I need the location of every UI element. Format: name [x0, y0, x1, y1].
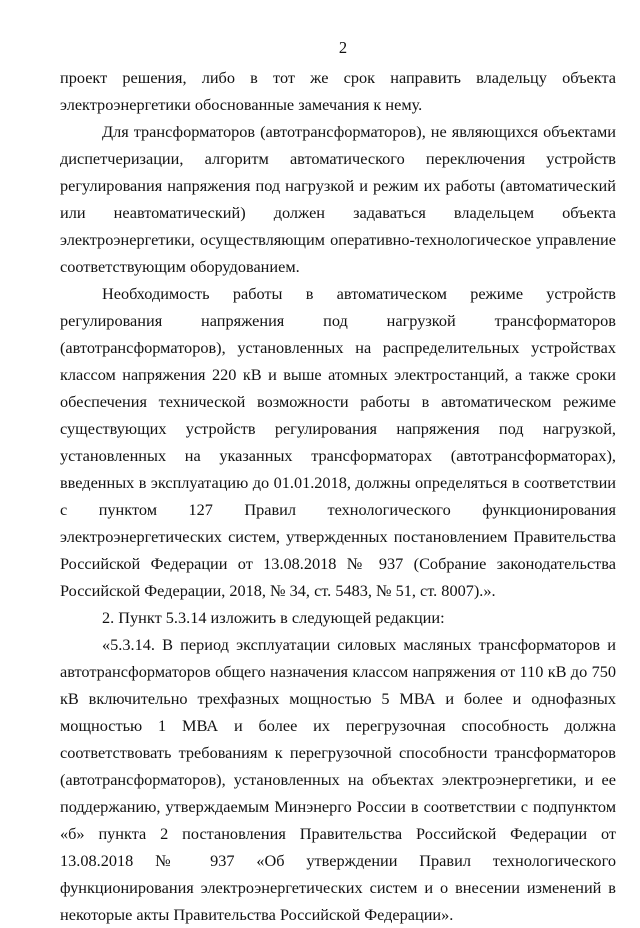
paragraph-continuation: проект решения, либо в тот же срок направить владельцу объекта электроэнергетики обоснованные замечания к нему. [60, 68, 616, 114]
paragraph-clause-5-3-14: «5.3.14. В период эксплуатации силовых масляных трансформаторов и автотрансформаторов общего назначения классом напряжения от 110 кВ до 750 кВ включительно трехфазных мощностью 5 МВА и более и однофазных мощностью 1 МВА и более их перегрузочная способность должна соответствовать требованиям к перегрузочной способности трансформаторов (автотрансформаторов), установленных на объектах электроэнергетики, и ее поддержанию, утверждаемым Минэнерго России в соответствии с подпунктом «б» пункта 2 постановления Правительства Российской Федерации от 13.08.2018 № 937 «Об утверждении Правил технологического функционирования электроэнергетических систем и о внесении изменений в некоторые акты Правительства Российской Федерации». [60, 635, 616, 924]
page-number: 2 [338, 38, 348, 57]
paragraph-item-2: 2. Пункт 5.3.14 изложить в следующей редакции: [102, 608, 445, 627]
paragraph-automatic-mode-necessity: Необходимость работы в автоматическом режиме устройств регулирования напряжения под нагрузкой трансформаторов (автотрансформаторов), установленных на распределительных устройствах классом напряжения 220 кВ и выше атомных электростанций, а также сроки обеспечения технической возможности работы в автоматическом режиме существующих устройств регулирования напряжения под нагрузкой, установленных на указанных трансформаторах (автотрансформаторах), введенных в эксплуатацию до 01.01.2018, должны определяться в соответствии с пунктом 127 Правил технологического функционирования электроэнергетических систем, утвержденных постановлением Правительства Российской Федерации от 13.08.2018 № 937 (Собрание законодательства Российской Федерации, 2018, № 34, ст. 5483, № 51, ст. 8007).». [60, 284, 616, 600]
paragraph-transformers-non-dispatch: Для трансформаторов (автотрансформаторов), не являющихся объектами диспетчеризации, алгоритм автоматического переключения устройств регулирования напряжения под нагрузкой и режим их работы (автоматический или неавтоматический) должен задаваться владельцем объекта электроэнергетики, осуществляющим оперативно-технологическое управление соответствующим оборудованием. [60, 122, 616, 276]
